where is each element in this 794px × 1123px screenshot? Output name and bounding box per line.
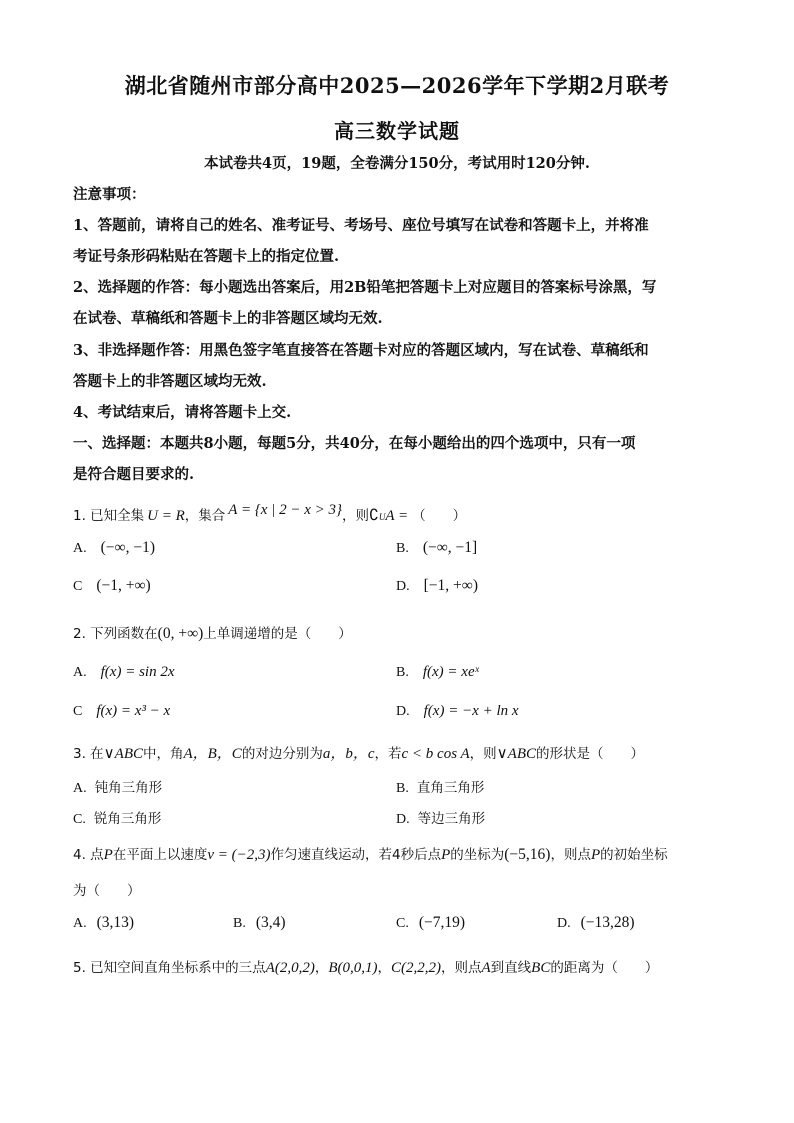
math-expression: A，B，C bbox=[183, 746, 242, 762]
exam-title: 湖北省随州市部分高中2025—2026学年下学期2月联考 bbox=[124, 73, 670, 98]
option-c bbox=[73, 807, 161, 828]
option-value: (−∞, −1] bbox=[422, 539, 478, 556]
option-value: [−1, +∞) bbox=[423, 577, 478, 594]
math-expression: (0, +∞) bbox=[157, 625, 204, 642]
math-expression: (−5,16) bbox=[504, 846, 551, 863]
option-d bbox=[557, 914, 635, 932]
question-text: ，则点 bbox=[550, 847, 591, 863]
option-letter: C bbox=[73, 704, 83, 719]
notice-line: 考证号条形码粘贴在答题卡上的指定位置. bbox=[73, 248, 340, 265]
section-heading: 一、选择题：本题共8小题，每题5分，共40分，在每小题给出的四个选项中，只有一项 bbox=[73, 435, 636, 452]
option-value: 等边三角形 bbox=[417, 811, 486, 827]
option-value: f(x) = sin 2x bbox=[100, 664, 175, 680]
option-a bbox=[73, 539, 155, 557]
question-text: 在平面上以速度 bbox=[112, 847, 208, 863]
option-letter: A. bbox=[73, 916, 87, 931]
option-letter: D. bbox=[396, 704, 410, 719]
question-text: 为（ ） bbox=[73, 883, 141, 899]
option-value: (−1, +∞) bbox=[96, 577, 151, 594]
question-text: 的形状是（ ） bbox=[535, 746, 644, 762]
option-value: (3,4) bbox=[255, 914, 286, 931]
notice-heading: 注意事项： bbox=[73, 186, 146, 203]
option-b bbox=[396, 776, 484, 797]
question-text: 作匀速直线运动，若4秒后点 bbox=[270, 847, 442, 863]
option-letter: A. bbox=[73, 541, 87, 556]
math-expression: U = R bbox=[147, 508, 185, 524]
question-3 bbox=[73, 742, 644, 763]
question-text: 5. 已知空间直角坐标系中的三点 bbox=[73, 960, 266, 976]
math-expression: c < b cos A bbox=[401, 746, 470, 762]
question-text: 的对边分别为 bbox=[241, 746, 323, 762]
option-d bbox=[396, 577, 478, 595]
option-value: f(x) = x³ − x bbox=[96, 703, 171, 719]
option-value: (−13,28) bbox=[580, 914, 635, 931]
option-a bbox=[73, 776, 162, 797]
notice-line: 3、非选择题作答：用黑色签字笔直接答在答题卡对应的答题区域内，写在试卷、草稿纸和 bbox=[73, 342, 649, 359]
math-expression: P bbox=[590, 847, 601, 863]
math-expression: a，b，c bbox=[322, 746, 375, 762]
option-letter: D. bbox=[396, 812, 410, 827]
option-letter: B. bbox=[233, 916, 246, 931]
question-text: ，则 bbox=[469, 746, 497, 762]
option-value: (−∞, −1) bbox=[100, 539, 155, 556]
option-b bbox=[233, 914, 286, 932]
answer-bracket: （ ） bbox=[412, 508, 467, 524]
option-value: 直角三角形 bbox=[416, 780, 485, 796]
math-expression: ∨ABC bbox=[496, 746, 536, 762]
question-text: ，若 bbox=[374, 746, 402, 762]
option-letter: B. bbox=[396, 541, 409, 556]
option-letter: D. bbox=[396, 579, 410, 594]
question-text: ，则 bbox=[342, 508, 369, 524]
option-letter: B. bbox=[396, 781, 409, 796]
option-d bbox=[396, 807, 485, 828]
option-letter: C. bbox=[396, 916, 409, 931]
section-heading: 是符合题目要求的. bbox=[73, 466, 195, 483]
notice-line: 1、答题前，请将自己的姓名、准考证号、考场号、座位号填写在试卷和答题卡上，并将准 bbox=[73, 217, 649, 234]
math-expression: v = (−2,3) bbox=[207, 847, 271, 863]
option-value: (3,13) bbox=[96, 914, 135, 931]
question-5 bbox=[73, 956, 658, 977]
option-c bbox=[73, 703, 170, 720]
option-b bbox=[396, 664, 479, 681]
math-expression: C(2,2,2) bbox=[390, 960, 441, 976]
math-expression: B(0,0,1) bbox=[328, 960, 378, 976]
option-letter: A. bbox=[73, 781, 87, 796]
notice-line: 答题卡上的非答题区域均无效. bbox=[73, 373, 267, 390]
question-text: 1. 已知全集 bbox=[73, 508, 145, 524]
math-expression: P bbox=[103, 847, 113, 863]
option-a bbox=[73, 914, 134, 932]
question-2 bbox=[73, 622, 352, 643]
question-text: 到直线 bbox=[490, 960, 532, 976]
option-a bbox=[73, 664, 174, 681]
option-value: f(x) = −x + ln x bbox=[423, 703, 519, 719]
exam-subtitle: 高三数学试题 bbox=[334, 119, 460, 143]
option-letter: A. bbox=[73, 665, 87, 680]
question-text: ，则点 bbox=[440, 960, 482, 976]
question-text: ， bbox=[314, 960, 329, 976]
option-letter: C. bbox=[73, 812, 86, 827]
question-text: 4. 点 bbox=[73, 847, 104, 863]
math-expression: A bbox=[481, 960, 491, 976]
question-text: 的初始坐标 bbox=[600, 847, 668, 863]
math-expression: BC bbox=[531, 960, 551, 976]
question-text: ，集合 bbox=[184, 508, 226, 524]
math-expression: ∨ABC bbox=[103, 746, 143, 762]
option-b bbox=[396, 539, 477, 557]
option-letter: D. bbox=[557, 916, 571, 931]
option-letter: C bbox=[73, 579, 83, 594]
question-text: ， bbox=[377, 960, 391, 976]
option-value: f(x) = xeˣ bbox=[422, 664, 479, 680]
question-4 bbox=[73, 843, 668, 864]
notice-line: 4、考试结束后，请将答题卡上交. bbox=[73, 404, 292, 421]
question-text: 的距离为（ ） bbox=[550, 960, 659, 976]
question-text: 上单调递增的是（ ） bbox=[203, 626, 352, 642]
complement-subscript: U bbox=[378, 512, 386, 522]
option-letter: B. bbox=[396, 665, 409, 680]
math-expression: A(2,0,2) bbox=[265, 960, 315, 976]
question-text: 3. 在 bbox=[73, 746, 104, 762]
option-d bbox=[396, 703, 519, 720]
option-c bbox=[396, 914, 465, 932]
complement-symbol: ∁ bbox=[369, 507, 379, 524]
question-1 bbox=[73, 504, 466, 525]
notice-line: 在试卷、草稿纸和答题卡上的非答题区域均无效. bbox=[73, 310, 383, 327]
question-text: 的坐标为 bbox=[450, 847, 505, 863]
question-text: 中，角 bbox=[142, 746, 184, 762]
option-value: 锐角三角形 bbox=[93, 811, 162, 827]
math-expression: P bbox=[441, 847, 451, 863]
math-expression: A = bbox=[385, 508, 409, 524]
option-value: (−7,19) bbox=[418, 914, 466, 931]
exam-intro: 本试卷共4页，19题，全卷满分150分，考试用时120分钟. bbox=[204, 155, 590, 172]
question-text: 2. 下列函数在 bbox=[73, 626, 158, 642]
option-value: 钝角三角形 bbox=[94, 780, 163, 796]
option-c bbox=[73, 577, 151, 595]
notice-line: 2、选择题的作答：每小题选出答案后，用2B铅笔把答题卡上对应题目的答案标号涂黑，写 bbox=[73, 279, 657, 296]
math-expression: A = {x | 2 − x > 3} bbox=[228, 502, 342, 518]
